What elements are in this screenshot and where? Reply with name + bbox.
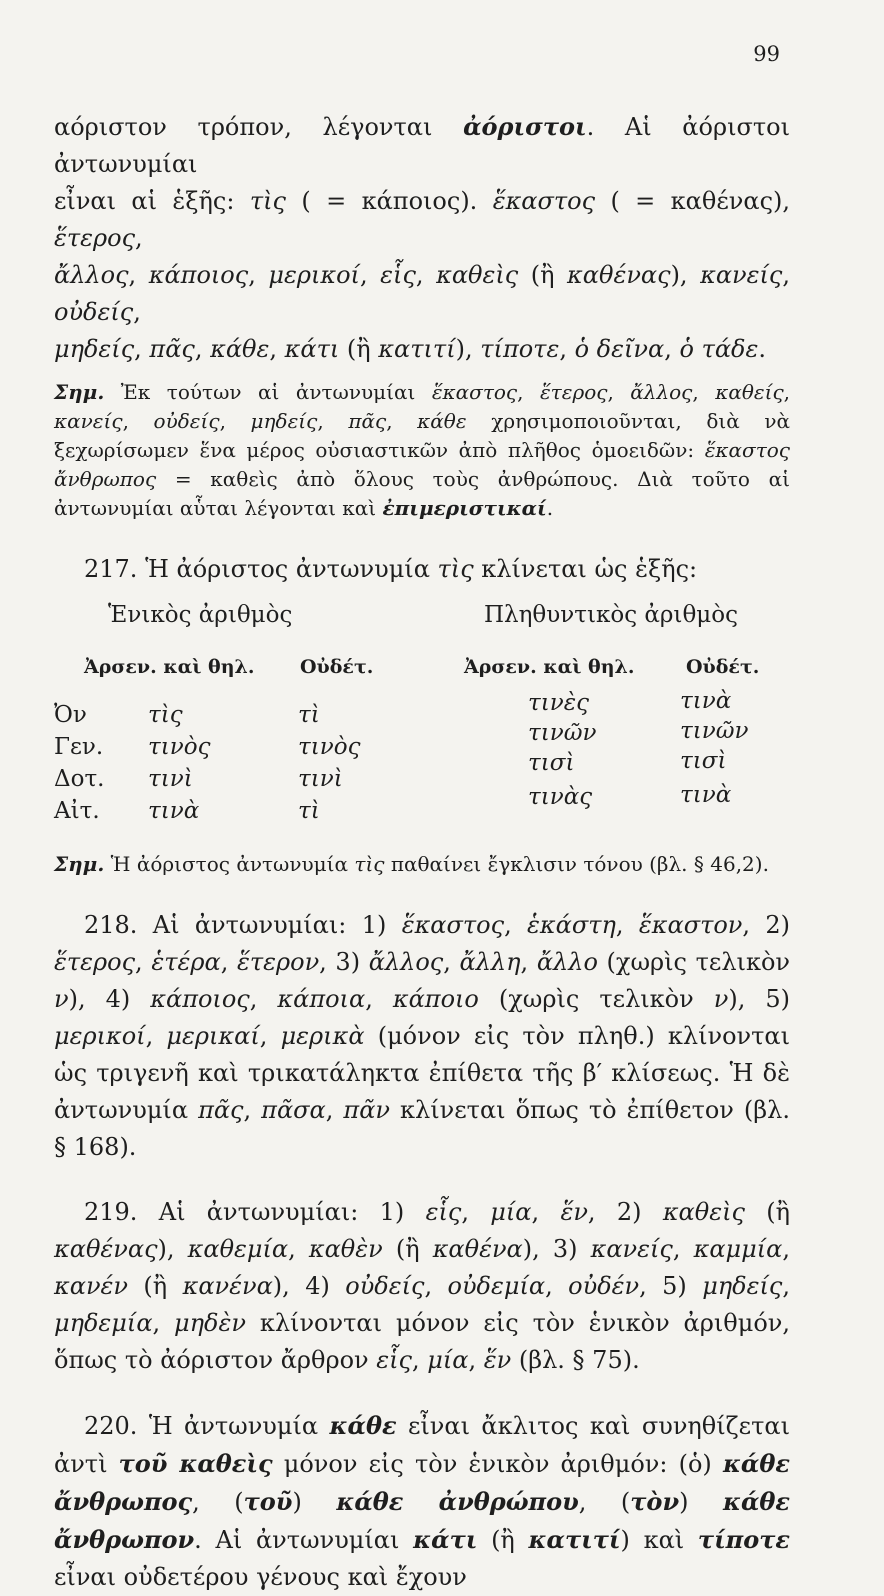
section-text: . Αἱ ἀντωνυμίαι: [194, 1526, 414, 1554]
section-term: ἕκαστος: [401, 911, 505, 939]
section-term: κάποια: [277, 985, 366, 1013]
section-term: κατιτί: [528, 1525, 621, 1554]
singular-neuter-form: τὶ: [298, 798, 320, 824]
intro-term: τίποτε: [480, 335, 560, 363]
section-term: καθεμία: [187, 1235, 289, 1263]
intro-text: ,: [134, 335, 150, 363]
section-term: ἑκάστη: [527, 911, 616, 939]
section-218: [54, 907, 790, 1166]
note-text: ,: [386, 409, 418, 433]
section-text: ),: [157, 1235, 188, 1263]
section-219: [54, 1194, 790, 1379]
plural-masc-fem-form: τινῶν: [528, 720, 597, 746]
section-term: ἕν: [483, 1346, 512, 1374]
section-text: (μόνον εἰς τὸν πληθ.) κλίνονται ὡς τριγενῆ καὶ τρικατάληκτα ἐπίθετα τῆς β′ κλίσεως. Ἡ δὲ ἀντωνυμία: [54, 1022, 790, 1124]
section-term: τοῦ: [243, 1487, 293, 1516]
intro-term: καθεὶς: [436, 261, 519, 289]
note-text: ,: [692, 380, 716, 404]
section-text: ,: [220, 948, 237, 976]
section-text: κλίνονται μόνον εἰς τὸν ἑνικὸν ἀριθμόν, ὅπως τὸ ἀόριστον ἄρθρον: [54, 1309, 790, 1374]
section-term: ἕτερος: [54, 948, 136, 976]
plural-neuter-heading: Οὐδέτ.: [686, 656, 760, 678]
intro-term: ὁ τάδε: [679, 335, 759, 363]
case-genitive: Γεν.: [54, 734, 104, 760]
section-heading-text: κλίνεται ὡς ἑξῆς:: [473, 555, 698, 583]
plural-masc-fem-form: τισὶ: [528, 750, 575, 776]
section-term: κάθε ἄνθρωπος: [54, 1449, 790, 1516]
intro-text: (ἢ: [339, 335, 379, 363]
section-term: καθένας: [54, 1235, 158, 1263]
section-text: (βλ. § 75).: [511, 1346, 640, 1374]
intro-term: καθένας: [567, 261, 671, 289]
section-text: ,: [504, 911, 528, 939]
section-text: ), 4): [68, 985, 151, 1013]
note-term: κανείς: [54, 409, 123, 433]
intro-text: ),: [670, 261, 701, 289]
section-term: ἕτερον: [236, 948, 320, 976]
note-paragraph: [54, 378, 790, 523]
intro-term: πᾶς: [149, 335, 195, 363]
section-term: κάθε: [329, 1411, 397, 1440]
section-term: μερικαί: [166, 1022, 260, 1050]
section-term: ἑτέρα: [151, 948, 221, 976]
section-text: ,: [782, 1235, 791, 1263]
section-text: (ἢ: [744, 1198, 790, 1226]
section-text: (ἢ: [128, 1272, 183, 1300]
section-term: κάθε ἄνθρωπον: [54, 1487, 791, 1554]
note-term: μηδείς: [250, 409, 318, 433]
section-term: μερικοί: [54, 1022, 146, 1050]
section-text: 220. Ἡ ἀντωνυμία: [84, 1412, 330, 1440]
section-term: εἷς: [425, 1198, 462, 1226]
section-term: ἕν: [560, 1198, 588, 1226]
intro-term: μηδείς: [54, 335, 135, 363]
section-text: ): [679, 1488, 723, 1516]
section-text: , 3): [319, 948, 369, 976]
section-217-note: [54, 850, 790, 879]
intro-text: .: [758, 335, 767, 363]
section-term: οὐδείς: [345, 1272, 425, 1300]
section-term: κανένα: [182, 1272, 273, 1300]
note-term: ἕκαστος: [431, 380, 518, 404]
section-text: ), 3): [522, 1235, 591, 1263]
section-term: πᾶσα: [261, 1096, 326, 1124]
intro-term: ἕτερος: [54, 224, 136, 252]
intro-term: ὁ δεῖνα: [574, 335, 665, 363]
intro-text: εἶναι αἱ ἑξῆς:: [54, 187, 250, 215]
plural-masc-fem-heading: Ἀρσεν. καὶ θηλ.: [464, 656, 635, 678]
section-term: μία: [490, 1198, 532, 1226]
intro-text: ,: [133, 298, 141, 326]
section-text: , (: [192, 1488, 244, 1516]
note-term: πᾶς: [348, 409, 387, 433]
note-label: Σημ.: [54, 852, 105, 876]
section-text: ,: [243, 1096, 262, 1124]
page-content: [54, 108, 790, 1596]
intro-term: κάποιος: [148, 261, 249, 289]
section-text: ,: [135, 948, 152, 976]
intro-text: ,: [269, 335, 285, 363]
section-term: ἕκαστον: [638, 911, 743, 939]
plural-neuter-form: τινὰ: [680, 688, 732, 714]
section-term: κάποιο: [392, 985, 479, 1013]
plural-heading: Πληθυντικὸς ἀριθμὸς: [484, 602, 738, 628]
section-term: ν: [54, 985, 69, 1013]
section-term: κανείς: [590, 1235, 673, 1263]
section-text: ,: [288, 1235, 309, 1263]
singular-neuter-form: τινὶ: [298, 766, 343, 792]
intro-text: . Αἱ ἀόριστοι ἀντωνυμίαι: [54, 113, 790, 178]
intro-paragraph: [54, 108, 790, 368]
intro-term: οὐδείς: [54, 298, 134, 326]
case-nominative: Ὀν: [54, 702, 87, 728]
intro-text: ,: [782, 261, 791, 289]
section-text: (ἢ: [477, 1526, 529, 1554]
section-text: ,: [782, 1272, 790, 1300]
section-term: κάθε ἀνθρώπου: [336, 1487, 579, 1516]
section-220: [54, 1407, 790, 1596]
section-text: ,: [672, 1235, 694, 1263]
singular-neuter-heading: Οὐδέτ.: [300, 656, 374, 678]
intro-term: ἄλλος: [54, 261, 129, 289]
section-term: πᾶν: [343, 1096, 390, 1124]
section-term: μία: [427, 1346, 469, 1374]
section-text: ,: [520, 948, 537, 976]
section-text: ,: [531, 1198, 561, 1226]
intro-text: ( = καθένας),: [595, 187, 790, 215]
section-term: μερικὰ: [280, 1022, 365, 1050]
section-text: , (: [578, 1488, 631, 1516]
section-term: κάποιος: [150, 985, 250, 1013]
intro-text: ( = κάποιος).: [285, 187, 493, 215]
intro-term: μερικοί: [268, 261, 360, 289]
singular-neuter-form: τινὸς: [298, 734, 361, 760]
section-term: μηδεμία: [54, 1309, 153, 1337]
case-dative: Δοτ.: [54, 766, 105, 792]
section-heading-text: 217. Ἡ ἀόριστος ἀντωνυμία: [84, 555, 438, 583]
section-text: (ἢ: [382, 1235, 433, 1263]
section-term: εἷς: [376, 1346, 412, 1374]
intro-term: κατιτί: [378, 335, 456, 363]
intro-text: αόριστον τρόπον, λέγονται: [54, 113, 464, 141]
section-term: καθὲν: [308, 1235, 383, 1263]
page-number: 99: [753, 42, 780, 66]
section-text: ,: [424, 1272, 448, 1300]
note-term: κάθε: [417, 409, 467, 433]
singular-masc-fem-form: τὶς: [148, 702, 183, 728]
section-text: ,: [249, 985, 278, 1013]
section-text: κλίνεται ὅπως τὸ ἐπίθετον (βλ. § 168).: [54, 1096, 791, 1161]
section-text: ) καὶ: [620, 1526, 698, 1554]
plural-neuter-form: τισὶ: [680, 748, 727, 774]
section-term: τὸν: [630, 1487, 680, 1516]
note-text: ,: [517, 380, 540, 404]
section-term: μηδὲν: [174, 1309, 246, 1337]
plural-neuter-form: τινὰ: [680, 782, 732, 808]
singular-masc-fem-heading: Ἀρσεν. καὶ θηλ.: [84, 656, 255, 678]
section-term: ἄλλη: [459, 948, 521, 976]
section-term: τοῦ καθεὶς: [118, 1449, 273, 1478]
intro-text: ,: [248, 261, 269, 289]
singular-masc-fem-form: τινὶ: [148, 766, 193, 792]
plural-neuter-form: τινῶν: [680, 718, 749, 744]
plural-masc-fem-form: τινὰς: [528, 784, 593, 810]
note-text: χρησιμοποιοῦνται, διὰ νὰ ξεχωρίσωμεν ἕνα μέρος οὐσιαστικῶν ἀπὸ πλῆθος ὁμοειδῶν:: [54, 409, 791, 462]
intro-text: (ἢ: [518, 261, 568, 289]
section-217-heading: [54, 551, 790, 588]
section-text: ,: [325, 1096, 344, 1124]
intro-text: ),: [455, 335, 481, 363]
section-text: ,: [259, 1022, 281, 1050]
section-text: ,: [365, 985, 393, 1013]
case-accusative: Αἰτ.: [54, 798, 100, 824]
note-term: τὶς: [354, 852, 385, 876]
note-label: Σημ.: [54, 380, 105, 404]
note-term: ἕκαστος ἄνθρωπος: [54, 438, 790, 491]
intro-text: ,: [135, 224, 143, 252]
intro-text: ,: [359, 261, 381, 289]
section-text: ,: [152, 1309, 175, 1337]
intro-text: ,: [128, 261, 149, 289]
section-text: 219. Αἱ ἀντωνυμίαι: 1): [84, 1198, 426, 1226]
note-term: οὐδείς: [153, 409, 220, 433]
intro-term: τὶς: [249, 187, 286, 215]
singular-heading: Ἑνικὸς ἀριθμὸς: [108, 602, 293, 628]
intro-text: ,: [194, 335, 211, 363]
note-text: ,: [317, 409, 349, 433]
intro-term: εἷς: [380, 261, 416, 289]
note-text: ,: [783, 380, 790, 404]
section-term: οὐδεμία: [447, 1272, 546, 1300]
intro-term: κανείς: [700, 261, 783, 289]
singular-masc-fem-form: τινὸς: [148, 734, 211, 760]
note-term: ἐπιμεριστικαί: [382, 496, 547, 520]
section-term: μηδείς: [702, 1272, 783, 1300]
intro-text: ,: [559, 335, 575, 363]
note-term: ἄλλος: [630, 380, 693, 404]
note-term: καθείς: [715, 380, 784, 404]
intro-emphasis: ἀόριστοι: [463, 112, 587, 141]
section-term: καθένα: [432, 1235, 523, 1263]
section-term: οὐδέν: [568, 1272, 640, 1300]
section-term: κανέν: [54, 1272, 129, 1300]
singular-neuter-form: τὶ: [298, 702, 320, 728]
note-text: = καθεὶς ἀπὸ ὅλους τοὺς ἀνθρώπους. Διὰ τοῦτο αἱ ἀντωνυμίαι αὗται λέγονται καὶ: [54, 467, 790, 520]
section-text: ,: [145, 1022, 167, 1050]
section-text: μόνον εἰς τὸν ἑνικὸν ἀριθμόν: (ὁ): [272, 1450, 723, 1478]
note-text: ,: [219, 409, 251, 433]
note-term: ἕτερος: [539, 380, 608, 404]
note-text: Ἡ ἀόριστος ἀντωνυμία: [104, 852, 355, 876]
section-text: εἶναι ἄκλιτος καὶ συνηθίζεται ἀντὶ: [54, 1412, 790, 1478]
section-text: (χωρὶς τελικὸν: [597, 948, 790, 976]
section-term: ἄλλος: [368, 948, 444, 976]
section-term: τίποτε: [697, 1525, 790, 1554]
note-text: Ἐκ τούτων αἱ ἀντωνυμίαι: [104, 380, 432, 404]
section-term: κάτι: [413, 1525, 478, 1554]
section-text: , 5): [639, 1272, 703, 1300]
section-text: , 2): [742, 911, 790, 939]
section-text: ,: [615, 911, 639, 939]
section-text: ,: [468, 1346, 484, 1374]
note-text: παθαίνει ἔγκλισιν τόνου (βλ. § 46,2).: [384, 852, 769, 876]
section-text: 218. Αἱ ἀντωνυμίαι: 1): [84, 911, 402, 939]
intro-text: ,: [415, 261, 437, 289]
note-text: ,: [122, 409, 154, 433]
section-term: ἄλλο: [536, 948, 598, 976]
intro-text: ,: [664, 335, 680, 363]
section-text: ,: [545, 1272, 569, 1300]
section-text: (χωρὶς τελικὸν: [478, 985, 714, 1013]
section-term: ν: [713, 985, 729, 1013]
section-text: εἶναι οὐδετέρου γένους καὶ ἔχουν: [54, 1563, 467, 1591]
section-text: ), 4): [272, 1272, 346, 1300]
intro-term: ἕκαστος: [492, 187, 596, 215]
intro-term: κάτι: [284, 335, 340, 363]
note-text: .: [546, 496, 554, 520]
section-heading-term: τὶς: [437, 555, 474, 583]
singular-masc-fem-form: τινὰ: [148, 798, 200, 824]
section-term: πᾶς: [198, 1096, 244, 1124]
section-text: ): [292, 1488, 337, 1516]
section-text: ,: [461, 1198, 491, 1226]
section-term: καμμία: [693, 1235, 783, 1263]
section-text: ,: [443, 948, 460, 976]
plural-masc-fem-form: τινὲς: [528, 690, 589, 716]
section-text: , 2): [587, 1198, 663, 1226]
section-text: ), 5): [728, 985, 790, 1013]
intro-term: κάθε: [210, 335, 270, 363]
declension-table: [54, 602, 790, 840]
note-text: ,: [607, 380, 631, 404]
section-text: ,: [412, 1346, 428, 1374]
section-term: καθεὶς: [662, 1198, 745, 1226]
